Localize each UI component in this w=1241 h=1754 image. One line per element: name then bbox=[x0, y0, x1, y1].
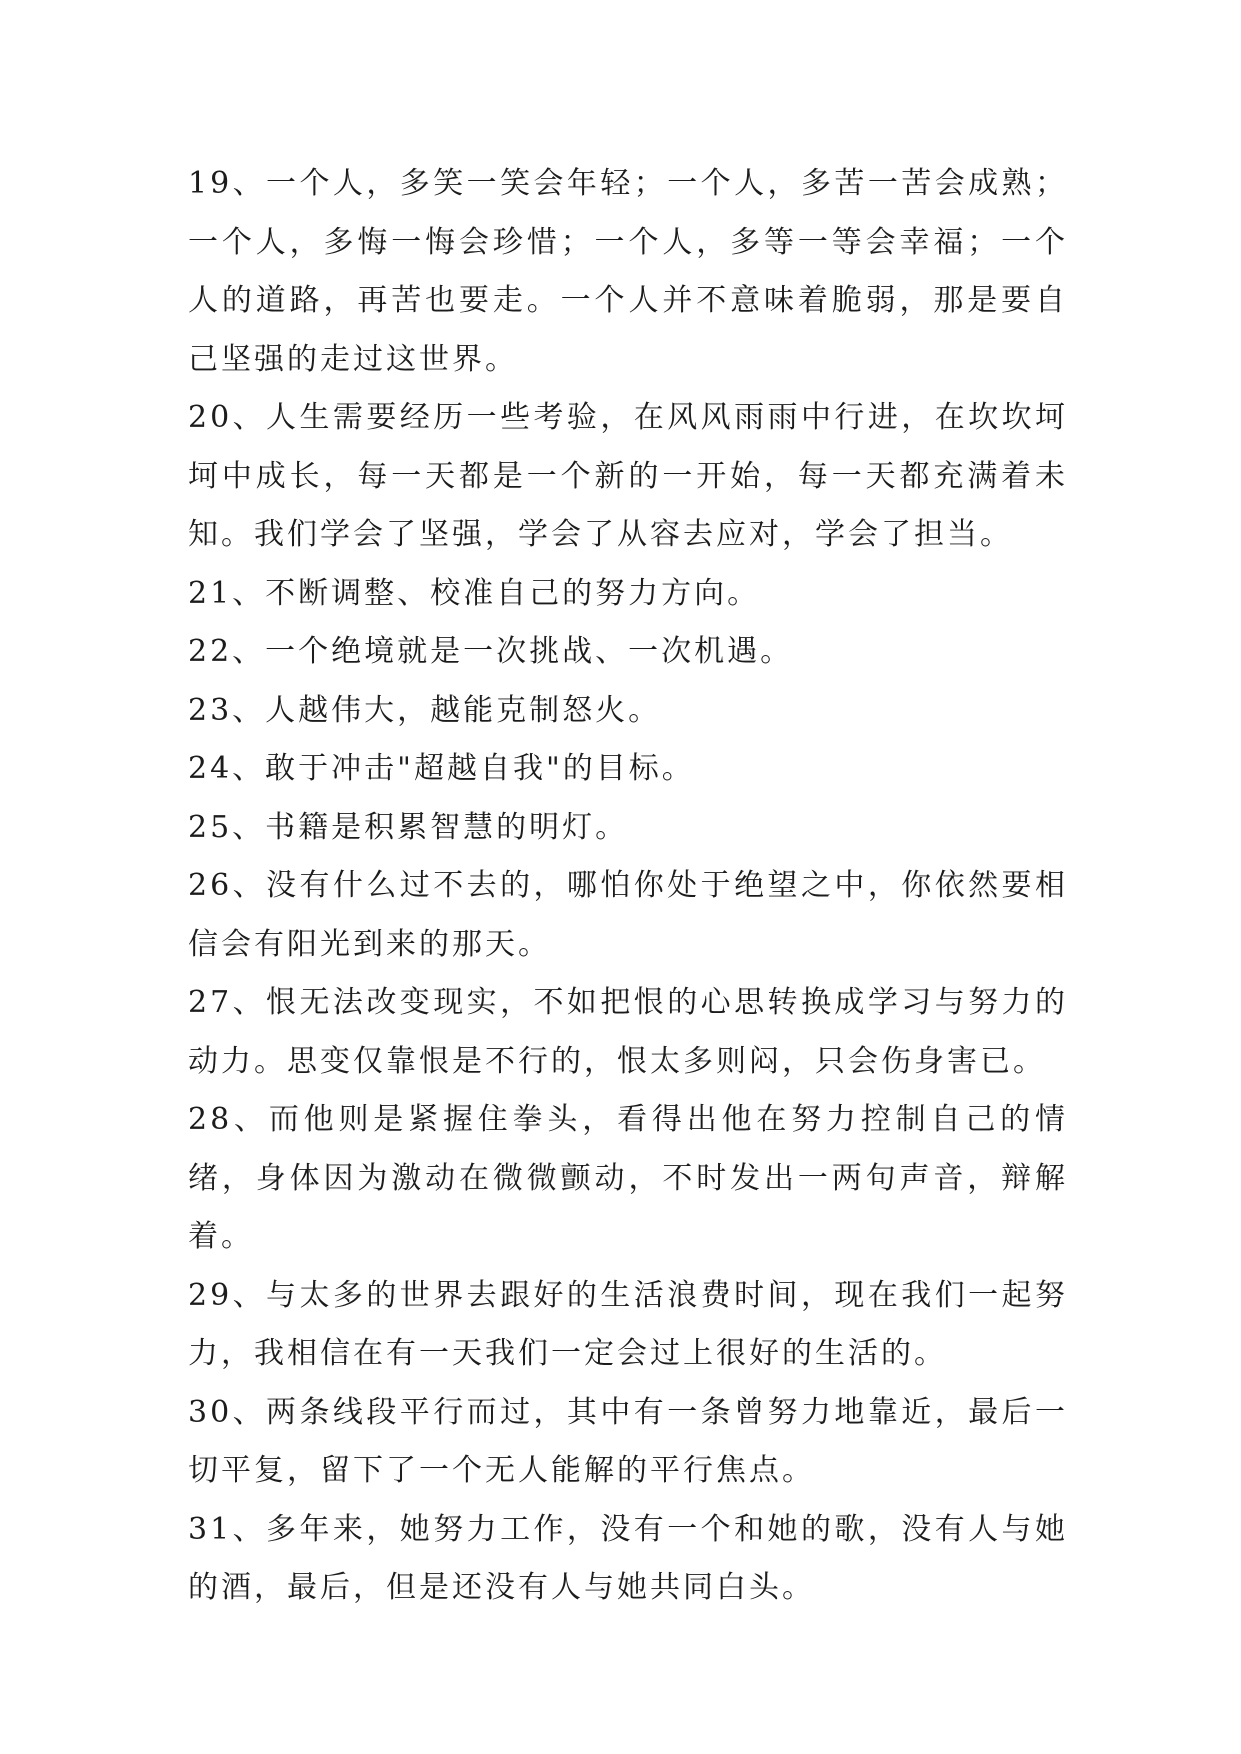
quote-item-27: 27、恨无法改变现实，不如把恨的心思转换成学习与努力的动力。思变仅靠恨是不行的，恨太多则闷，只会伤身害已。 bbox=[188, 985, 1068, 1079]
quote-item-23: 23、人越伟大，越能克制怒火。 bbox=[188, 692, 662, 728]
quote-item-22: 22、一个绝境就是一次挑战、一次机遇。 bbox=[188, 634, 794, 669]
quote-item-25: 25、书籍是积累智慧的明灯。 bbox=[188, 809, 629, 845]
quote-item-29: 29、与太多的世界去跟好的生活浪费时间，现在我们一起努力，我相信在有一天我们一定会过上很好的生活的。 bbox=[188, 1277, 1068, 1371]
quote-item-28: 28、而他则是紧握住拳头，看得出他在努力控制自己的情绪，身体因为激动在微微颤动，不时发出一两句声音，辩解着。 bbox=[188, 1102, 1068, 1254]
quote-item-26: 26、没有什么过不去的，哪怕你处于绝望之中，你依然要相信会有阳光到来的那天。 bbox=[188, 868, 1068, 962]
quote-item-21: 21、不断调整、校准自己的努力方向。 bbox=[188, 575, 761, 611]
quote-item-20: 20、人生需要经历一些考验，在风风雨雨中行进，在坎坎坷坷中成长，每一天都是一个新的一开始，每一天都充满着未知。我们学会了坚强，学会了从容去应对，学会了担当。 bbox=[188, 400, 1068, 552]
quote-item-24: 24、敢于冲击"超越自我"的目标。 bbox=[188, 751, 695, 786]
quote-item-19: 19、一个人，多笑一笑会年轻；一个人，多苦一苦会成熟；一个人，多悔一悔会珍惜；一个人，多等一等会幸福；一个人的道路，再苦也要走。一个人并不意味着脆弱，那是要自己坚强的走过这世界。 bbox=[188, 166, 1068, 377]
quote-item-31: 31、多年来，她努力工作，没有一个和她的歌，没有人与她的酒，最后，但是还没有人与她共同白头。 bbox=[188, 1511, 1068, 1605]
quote-item-30: 30、两条线段平行而过，其中有一条曾努力地靠近，最后一切平复，留下了一个无人能解的平行焦点。 bbox=[188, 1394, 1068, 1488]
quote-list bbox=[188, 155, 1068, 1618]
